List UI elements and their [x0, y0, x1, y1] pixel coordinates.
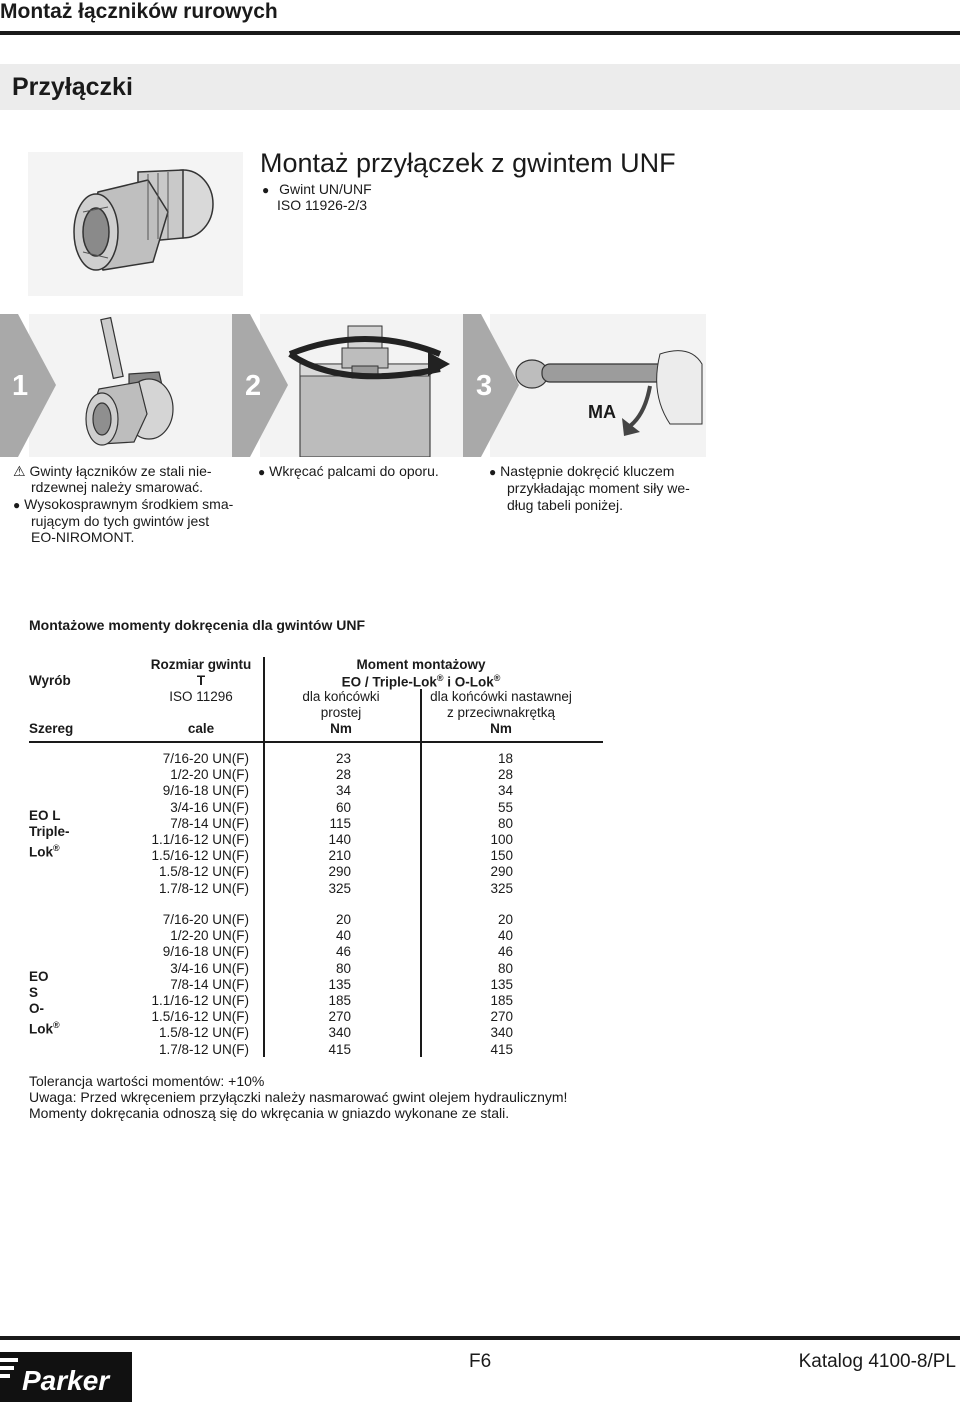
step-3-line-text: Następnie dokręcić kluczem	[500, 463, 675, 479]
spec-thread: Gwint UN/UNF	[279, 181, 372, 197]
cell-torque-straight: 135	[328, 976, 351, 992]
cell-thread-size: 1.7/8-12 UN(F)	[158, 880, 249, 896]
header-moment-sub	[271, 673, 571, 690]
step-1-image	[29, 314, 245, 457]
cell-torque-straight: 140	[328, 832, 351, 847]
cell-torque-adjustable: 80	[497, 815, 513, 831]
registered-mark: ®	[436, 673, 444, 683]
cell-torque-straight: 80	[335, 960, 351, 976]
cell-torque-adjustable: 325	[490, 880, 513, 896]
cell-torque-adjustable: 100	[490, 832, 513, 847]
cell-torque-straight: 270	[328, 1009, 351, 1025]
cell-thread-size: 7/8-14 UN(F)	[170, 976, 249, 992]
registered-mark: ®	[493, 673, 501, 683]
cell-torque-straight: 60	[335, 799, 351, 815]
group-product	[29, 824, 70, 861]
product-heading: Montaż przyłączek z gwintem UNF	[260, 148, 676, 178]
cell-torque-adjustable: 34	[497, 783, 513, 799]
cell-thread-size: 7/16-20 UN(F)	[162, 912, 249, 927]
group-product-name: O-Lok	[29, 1000, 54, 1037]
step-2-line-text: Wkręcać palcami do oporu.	[269, 463, 439, 479]
group-label	[29, 808, 70, 861]
cell-thread-size: 1.7/8-12 UN(F)	[158, 1041, 249, 1057]
cell-thread-size: 3/4-16 UN(F)	[170, 799, 249, 815]
catalog-id: Katalog 4100-8/PL	[798, 1351, 956, 1372]
registered-mark: ®	[53, 1019, 60, 1030]
header-size-symbol: T	[196, 673, 206, 688]
cell-thread-size: 1/2-20 UN(F)	[170, 928, 249, 944]
cell-torque-adjustable: 80	[497, 960, 513, 976]
fitting-photo	[28, 152, 243, 296]
moment-sub-a: EO / Triple-Lok	[341, 674, 437, 690]
cell-torque-straight: 23	[335, 751, 351, 766]
parker-logo	[0, 1352, 132, 1402]
header-size: Rozmiar gwintu	[150, 657, 252, 672]
page-number: F6	[469, 1351, 492, 1372]
cell-torque-adjustable: 28	[497, 767, 513, 783]
cell-torque-adjustable: 20	[497, 912, 513, 927]
svg-text:Parker: Parker	[22, 1365, 110, 1396]
step-1-line: rdzewnej należy smarować.	[31, 479, 203, 496]
spec-standard: ISO 11926-2/3	[277, 197, 368, 213]
cell-thread-size: 7/16-20 UN(F)	[162, 751, 249, 766]
bullet-icon: ●	[13, 497, 21, 512]
cell-torque-straight: 415	[328, 1041, 351, 1057]
cell-torque-adjustable: 46	[497, 944, 513, 960]
note-warning: Uwaga: Przed wkręceniem przyłączki należy nasmarować gwint olejem hydraulicznym!	[29, 1089, 568, 1105]
footer-rule	[0, 1336, 960, 1340]
bullet-icon: ●	[262, 183, 270, 197]
cell-thread-size: 1/2-20 UN(F)	[170, 767, 249, 783]
cell-torque-adjustable: 135	[490, 976, 513, 992]
step-1-line-text: Wysokosprawnym środkiem sma-	[24, 495, 234, 512]
header-size-unit: cale	[187, 721, 215, 736]
step-3-line	[489, 463, 719, 480]
cell-thread-size: 3/4-16 UN(F)	[170, 960, 249, 976]
warning-icon: ⚠	[13, 463, 26, 479]
cell-torque-straight: 210	[328, 848, 351, 864]
cell-torque-adjustable: 340	[490, 1025, 513, 1041]
cell-torque-adjustable: 185	[490, 993, 513, 1008]
header-straight-unit: Nm	[330, 721, 352, 736]
cell-torque-straight: 28	[335, 767, 351, 783]
step-3-line: przykładając moment siły we-	[507, 480, 690, 497]
bullet-icon: ●	[258, 465, 266, 479]
header-straight: dla końcówki	[302, 689, 380, 704]
note-tolerance: Tolerancja wartości momentów: +10%	[29, 1073, 265, 1089]
cell-thread-size: 1.5/8-12 UN(F)	[158, 864, 249, 880]
step-3-number: 3	[476, 370, 493, 402]
bullet-icon: ●	[489, 465, 497, 479]
header-wyrob: Wyrób	[29, 673, 71, 688]
header-szereg: Szereg	[29, 721, 74, 736]
header-size-standard: ISO 11296	[169, 689, 233, 704]
torque-label: MA	[588, 402, 616, 422]
header-adjustable: dla końcówki nastawnej	[430, 689, 572, 704]
cell-thread-size: 9/16-18 UN(F)	[162, 944, 249, 960]
cell-torque-adjustable: 55	[497, 799, 513, 815]
note-steel: Momenty dokręcania odnoszą się do wkręcania w gniazdo wykonane ze stali.	[29, 1105, 510, 1121]
step-1-line	[13, 463, 243, 479]
step-1-number: 1	[12, 370, 29, 402]
step-1-text	[13, 463, 243, 545]
step-3-image	[490, 314, 706, 457]
group-product-name: Triple-Lok	[29, 823, 70, 860]
step-3-text	[489, 463, 719, 513]
cell-torque-straight: 40	[335, 928, 351, 944]
section-band	[0, 64, 960, 110]
cell-torque-adjustable: 40	[497, 928, 513, 944]
step-1-line: EO-NIROMONT.	[31, 529, 135, 546]
cell-thread-size: 1.1/16-12 UN(F)	[151, 832, 249, 847]
cell-thread-size: 1.5/8-12 UN(F)	[158, 1025, 249, 1041]
cell-torque-adjustable: 150	[490, 848, 513, 864]
column-divider	[263, 657, 265, 1057]
cell-torque-straight: 290	[328, 864, 351, 880]
cell-thread-size: 1.5/16-12 UN(F)	[151, 1009, 249, 1025]
cell-thread-size: 1.1/16-12 UN(F)	[151, 993, 249, 1008]
cell-thread-size: 9/16-18 UN(F)	[162, 783, 249, 799]
cell-torque-adjustable: 18	[497, 751, 513, 766]
spec-line-1	[262, 181, 372, 197]
step-3-line: dług tabeli poniżej.	[507, 496, 623, 513]
cell-torque-straight: 185	[328, 993, 351, 1008]
header-rule	[29, 741, 603, 743]
step-1-line-text: Gwinty łączników ze stali nie-	[29, 463, 212, 479]
table-title: Montażowe momenty dokręcenia dla gwintów UNF	[29, 617, 366, 633]
cell-torque-adjustable: 415	[490, 1041, 513, 1057]
cell-torque-straight: 115	[329, 815, 351, 831]
group-label	[29, 969, 60, 1038]
cell-torque-straight: 20	[335, 912, 351, 927]
cell-thread-size: 1.5/16-12 UN(F)	[151, 848, 249, 864]
cell-thread-size: 7/8-14 UN(F)	[170, 815, 249, 831]
header-adjustable-unit: Nm	[490, 721, 512, 736]
registered-mark: ®	[53, 842, 60, 853]
cell-torque-straight: 325	[328, 880, 351, 896]
page-header-title: Montaż łączników rurowych	[0, 0, 278, 23]
cell-torque-adjustable: 290	[490, 864, 513, 880]
cell-torque-straight: 46	[335, 944, 351, 960]
step-1-line	[13, 496, 243, 513]
cell-torque-adjustable: 270	[490, 1009, 513, 1025]
group-series: EO S	[29, 968, 49, 1000]
step-2-image	[260, 314, 476, 457]
step-2-line	[258, 463, 478, 480]
header-rule	[0, 31, 960, 35]
step-2-text	[258, 463, 478, 480]
step-2-number: 2	[245, 370, 262, 402]
header-adjustable-2: z przeciwnakrętką	[446, 705, 556, 720]
cell-torque-straight: 340	[328, 1025, 351, 1041]
moment-sub-b: i O-Lok	[443, 674, 494, 690]
group-series: EO L	[29, 807, 61, 823]
group-product	[29, 1001, 60, 1038]
section-title: Przyłączki	[12, 73, 133, 101]
step-1-line: rującym do tych gwintów jest	[31, 512, 210, 529]
header-straight-2: prostej	[320, 705, 362, 720]
cell-torque-straight: 34	[335, 783, 351, 799]
header-moment: Moment montażowy	[356, 657, 486, 672]
